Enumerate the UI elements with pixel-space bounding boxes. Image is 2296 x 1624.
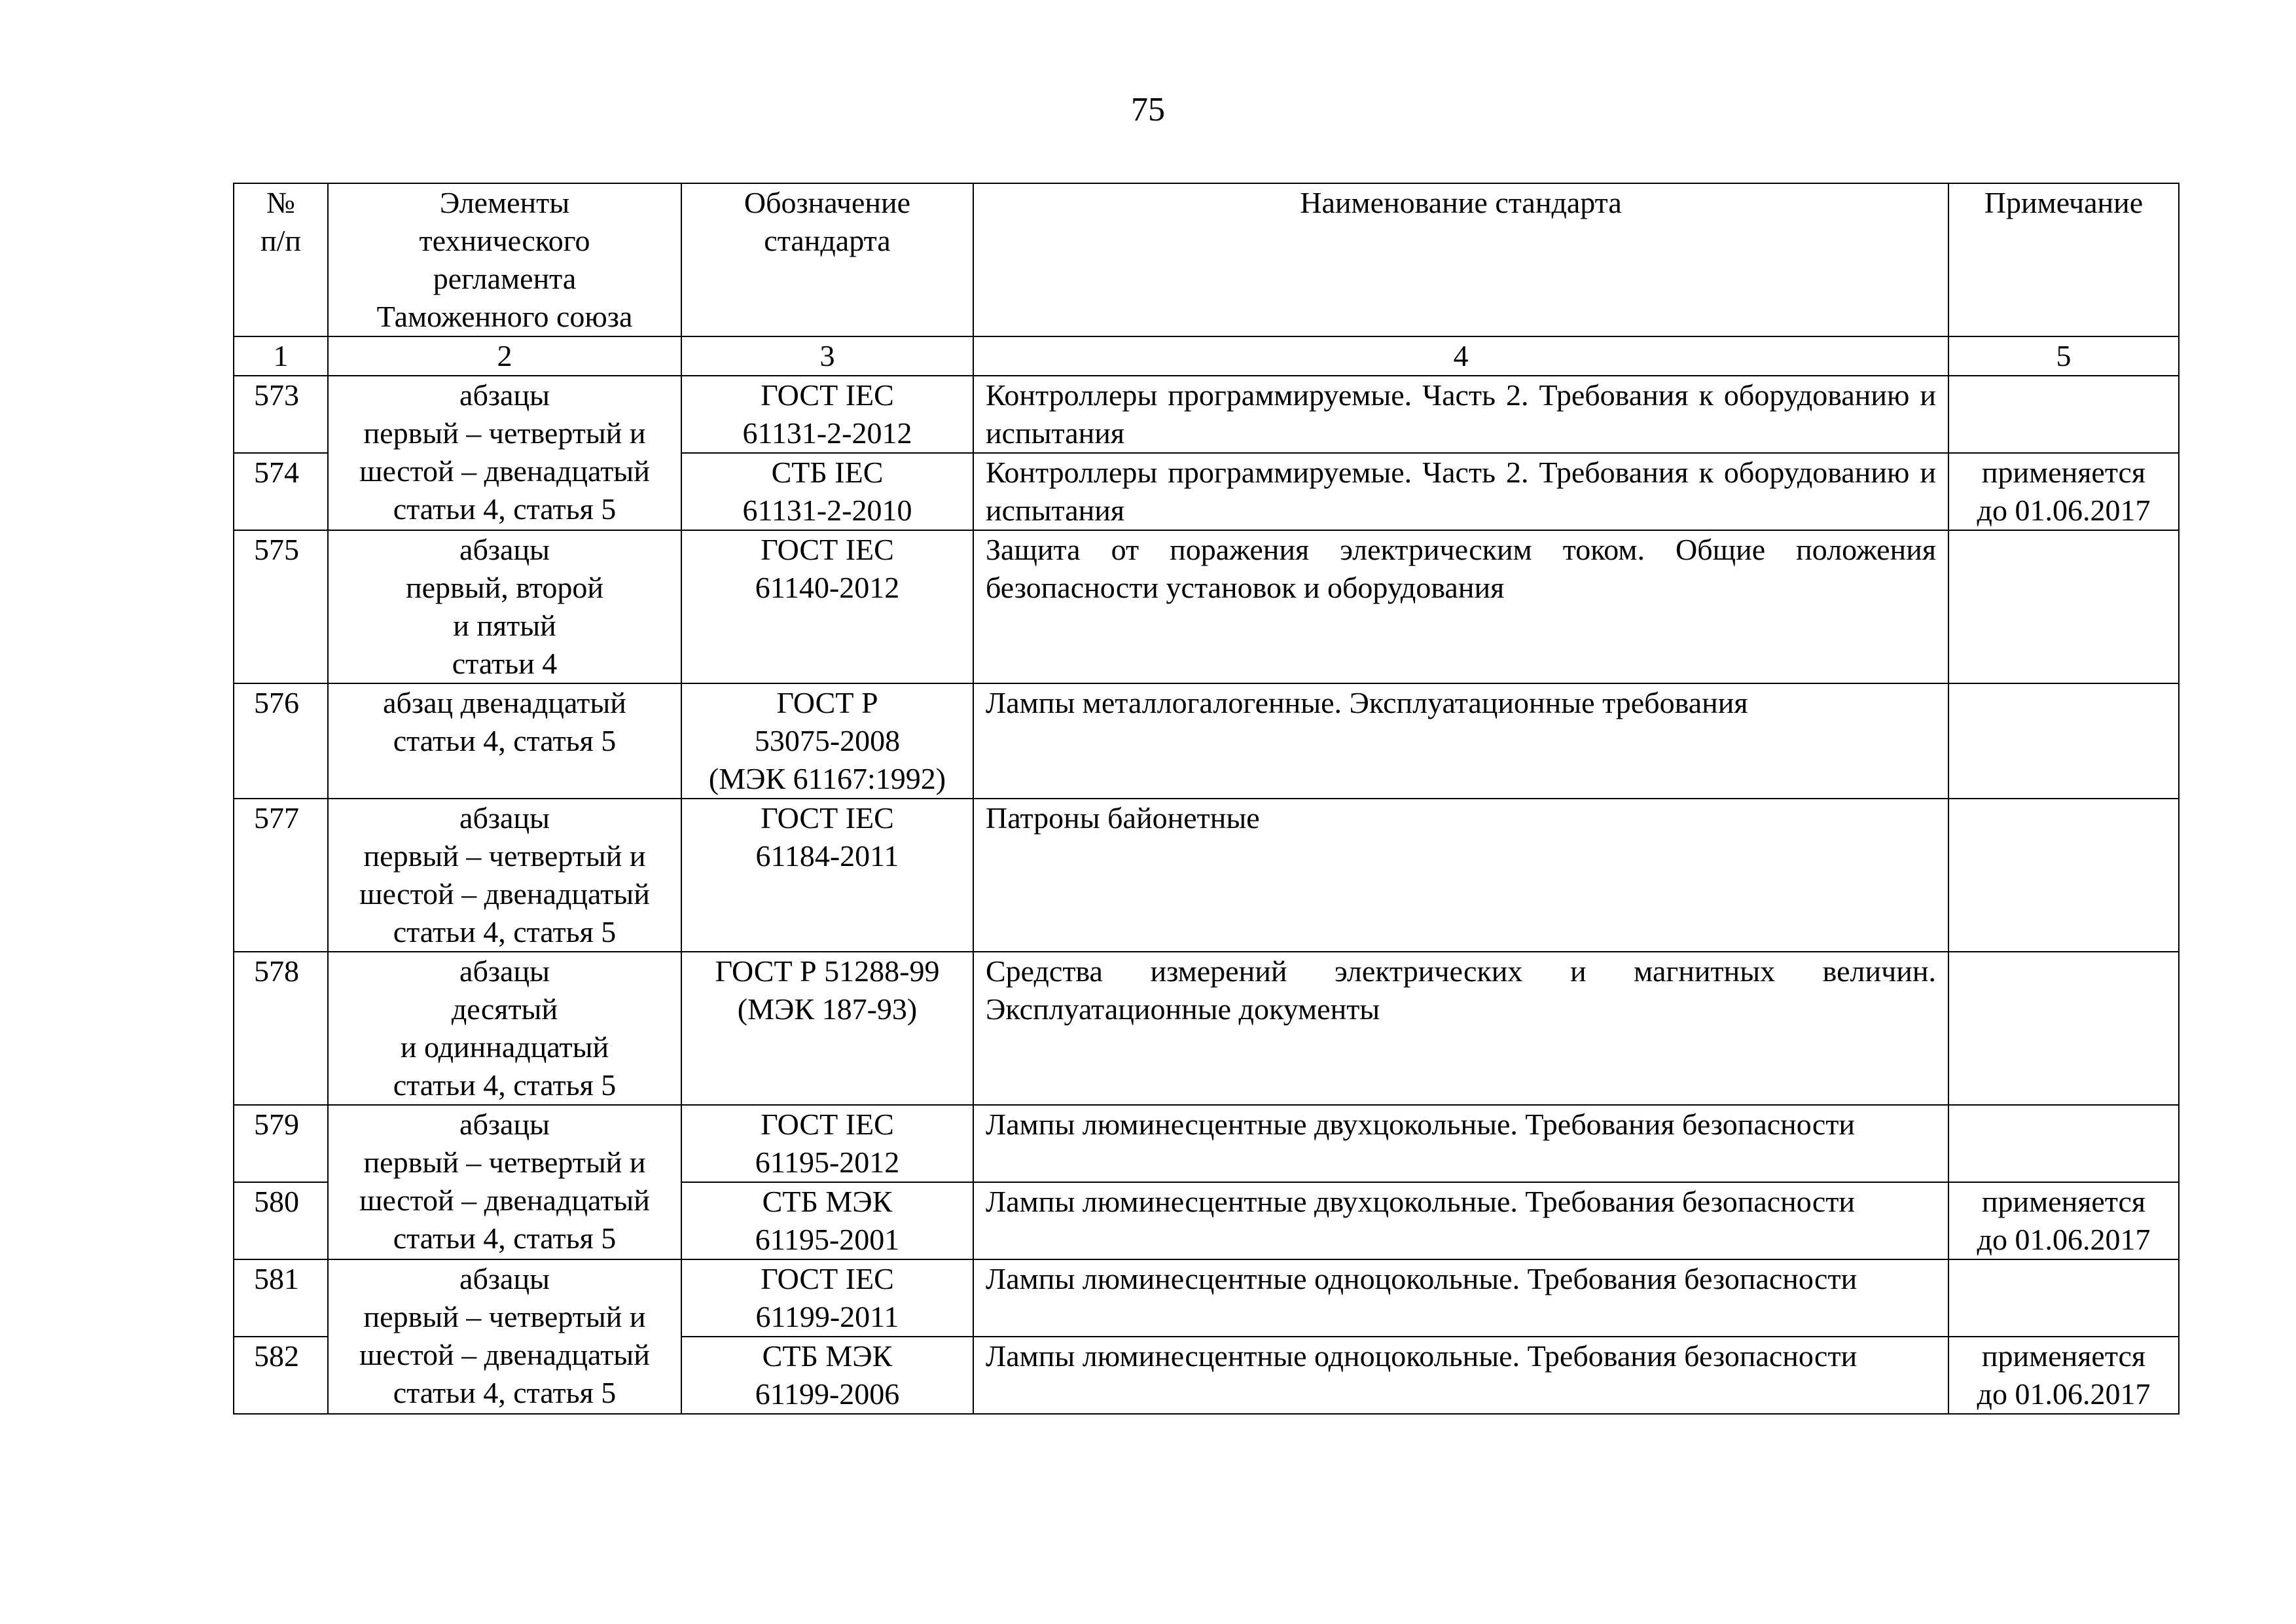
header-designation: Обозначение стандарта [681, 183, 973, 336]
standard-name: Лампы металлогалогенные. Эксплуатационные требования [973, 683, 1948, 799]
header-note: Примечание [1948, 183, 2179, 336]
row-number: 578 [234, 952, 328, 1105]
standard-designation: ГОСТ IEC 61140-2012 [681, 530, 973, 683]
column-number-row [234, 336, 2179, 376]
table-row [234, 530, 2179, 683]
regulation-elements: абзац двенадцатый статьи 4, статья 5 [328, 683, 681, 799]
standard-designation: ГОСТ IEC 61131-2-2012 [681, 376, 973, 453]
standard-designation: ГОСТ IEC 61199-2011 [681, 1259, 973, 1337]
table-row [234, 952, 2179, 1105]
regulation-elements: абзацы десятый и одиннадцатый статьи 4, статья 5 [328, 952, 681, 1105]
table-row [234, 1105, 2179, 1182]
row-number: 577 [234, 799, 328, 952]
standard-name: Контроллеры программируемые. Часть 2. Требования к оборудованию и испытания [973, 376, 1948, 453]
standard-note: применяется до 01.06.2017 [1948, 453, 2179, 530]
standard-name: Лампы люминесцентные одноцокольные. Требования безопасности [973, 1337, 1948, 1414]
standard-note [1948, 1105, 2179, 1182]
row-number: 575 [234, 530, 328, 683]
standard-designation: СТБ МЭК 61199-2006 [681, 1337, 973, 1414]
standard-designation: ГОСТ Р 51288-99 (МЭК 187-93) [681, 952, 973, 1105]
standard-name: Защита от поражения электрическим током. Общие положения безопасности установок и оборудования [973, 530, 1948, 683]
table-row [234, 799, 2179, 952]
standard-designation: СТБ МЭК 61195-2001 [681, 1182, 973, 1259]
standard-name: Лампы люминесцентные одноцокольные. Требования безопасности [973, 1259, 1948, 1337]
row-number: 581 [234, 1259, 328, 1337]
column-number: 4 [973, 336, 1948, 376]
regulation-elements: абзацы первый – четвертый и шестой – двенадцатый статьи 4, статья 5 [328, 799, 681, 952]
standard-name: Лампы люминесцентные двухцокольные. Требования безопасности [973, 1182, 1948, 1259]
header-element: Элементы технического регламента Таможенного союза [328, 183, 681, 336]
regulation-elements: абзацы первый – четвертый и шестой – двенадцатый статьи 4, статья 5 [328, 1105, 681, 1259]
standards-table [233, 183, 2179, 1415]
standard-designation: СТБ IEC 61131-2-2010 [681, 453, 973, 530]
standard-name: Патроны байонетные [973, 799, 1948, 952]
standard-note [1948, 1259, 2179, 1337]
page-number: 75 [1131, 91, 1165, 128]
standard-note [1948, 952, 2179, 1105]
header-num: № п/п [234, 183, 328, 336]
column-number: 1 [234, 336, 328, 376]
standard-note [1948, 799, 2179, 952]
standard-note [1948, 376, 2179, 453]
row-number: 579 [234, 1105, 328, 1182]
row-number: 582 [234, 1337, 328, 1414]
column-number: 2 [328, 336, 681, 376]
table-row [234, 1259, 2179, 1337]
header-name: Наименование стандарта [973, 183, 1948, 336]
header-row [234, 183, 2179, 336]
standard-note: применяется до 01.06.2017 [1948, 1337, 2179, 1414]
standard-designation: ГОСТ IEC 61195-2012 [681, 1105, 973, 1182]
column-number: 5 [1948, 336, 2179, 376]
standard-name: Средства измерений электрических и магнитных величин. Эксплуатационные документы [973, 952, 1948, 1105]
column-number: 3 [681, 336, 973, 376]
standard-note [1948, 683, 2179, 799]
table-row [234, 376, 2179, 453]
row-number: 574 [234, 453, 328, 530]
standard-name: Лампы люминесцентные двухцокольные. Требования безопасности [973, 1105, 1948, 1182]
standard-name: Контроллеры программируемые. Часть 2. Требования к оборудованию и испытания [973, 453, 1948, 530]
standard-note [1948, 530, 2179, 683]
regulation-elements: абзацы первый, второй и пятый статьи 4 [328, 530, 681, 683]
row-number: 580 [234, 1182, 328, 1259]
regulation-elements: абзацы первый – четвертый и шестой – двенадцатый статьи 4, статья 5 [328, 376, 681, 530]
standard-designation: ГОСТ Р 53075-2008 (МЭК 61167:1992) [681, 683, 973, 799]
row-number: 576 [234, 683, 328, 799]
row-number: 573 [234, 376, 328, 453]
regulation-elements: абзацы первый – четвертый и шестой – двенадцатый статьи 4, статья 5 [328, 1259, 681, 1414]
table-row [234, 683, 2179, 799]
standard-note: применяется до 01.06.2017 [1948, 1182, 2179, 1259]
standard-designation: ГОСТ IEC 61184-2011 [681, 799, 973, 952]
